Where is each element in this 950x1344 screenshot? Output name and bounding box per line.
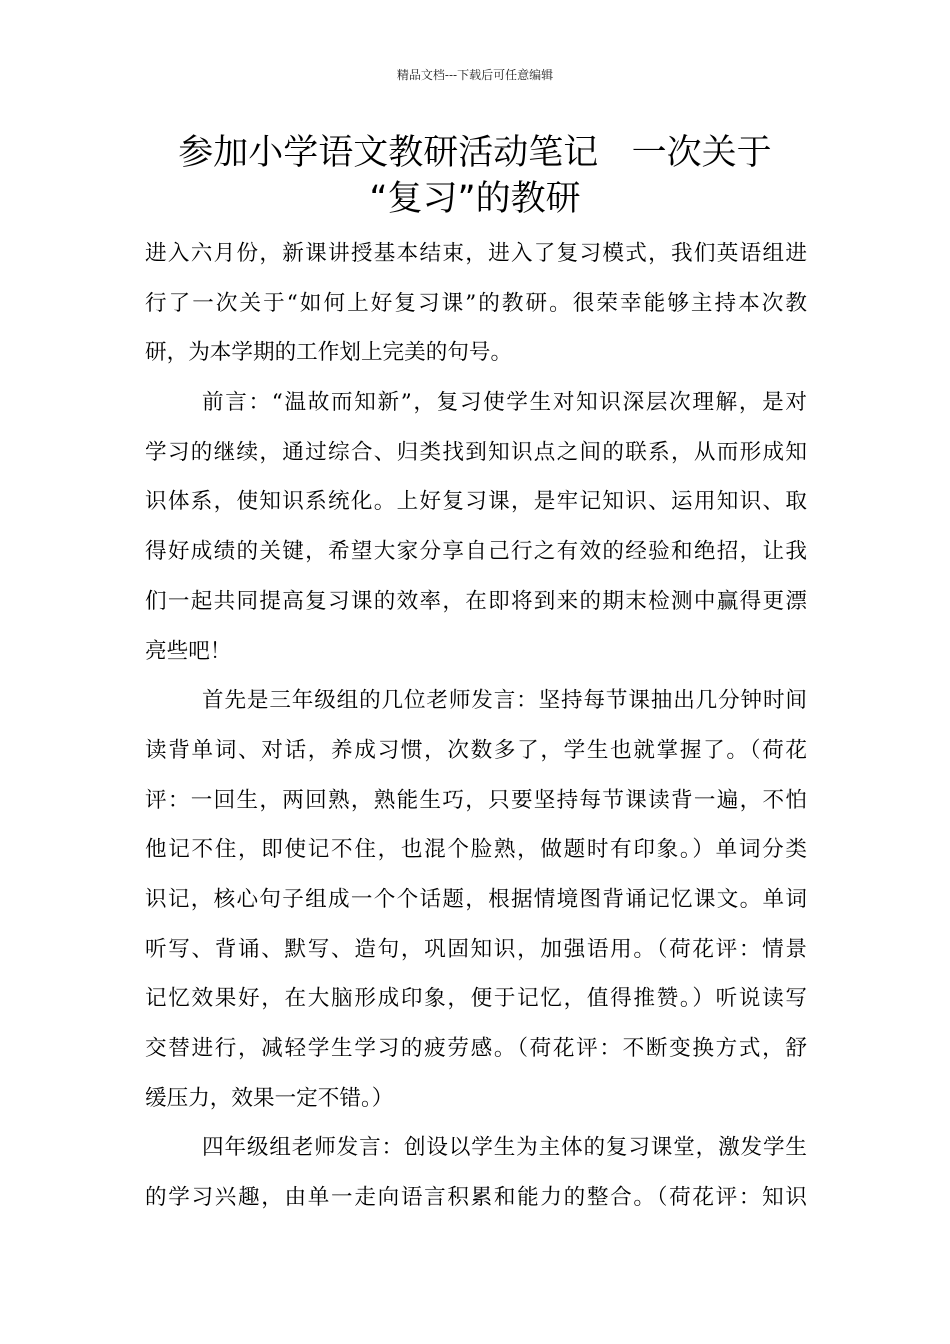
text-line: 行了一次关于“如何上好复习课”的教研。很荣幸能够主持本次教: [145, 290, 807, 316]
text-line: 听写、背诵、默写、造句，巩固知识，加强语用。（荷花评：情景: [145, 936, 807, 962]
text-line: 学习的继续，通过综合、归类找到知识点之间的联系，从而形成知: [145, 439, 807, 465]
text-line: 亮些吧！: [145, 638, 232, 664]
text-line: 们一起共同提高复习课的效率，在即将到来的期末检测中赢得更漂: [145, 588, 807, 614]
text-line: 他记不住，即使记不住，也混个脸熟，做题时有印象。）单词分类: [145, 837, 807, 863]
paragraph-grade-four: [145, 1123, 807, 1222]
paragraph-grade-three: [145, 676, 807, 1123]
text-line: 四年级组老师发言：创设以学生为主体的复习课堂，激发学生: [202, 1135, 807, 1161]
document-body: [145, 229, 807, 1223]
text-line: 评：一回生，两回熟，熟能生巧，只要坚持每节课读背一遍，不怕: [145, 787, 807, 813]
text-line: 进入六月份，新课讲授基本结束，进入了复习模式，我们英语组进: [145, 241, 807, 266]
text-line: 缓压力，效果一定不错。）: [145, 1085, 394, 1111]
paragraph-intro: [145, 229, 807, 378]
text-line: 记忆效果好，在大脑形成印象，便于记忆，值得推赞。）听说读写: [145, 986, 807, 1012]
text-line: 研，为本学期的工作划上完美的句号。: [145, 340, 513, 366]
text-line: 识记，核心句子组成一个个话题，根据情境图背诵记忆课文。单词: [145, 886, 807, 912]
text-line: 首先是三年级组的几位老师发言：坚持每节课抽出几分钟时间: [202, 688, 807, 714]
text-line: 的学习兴趣，由单一走向语言积累和能力的整合。（荷花评：知识: [145, 1185, 807, 1211]
title-line-2: “复习”的教研: [369, 179, 581, 219]
paragraph-preface: [145, 378, 807, 676]
text-line: 交替进行，减轻学生学习的疲劳感。（荷花评：不断变换方式，舒: [145, 1036, 807, 1061]
title-line-1: 参加小学语文教研活动笔记 一次关于: [178, 133, 772, 173]
page-header: 精品文档---下载后可任意编辑: [396, 68, 554, 82]
document-title: [100, 130, 850, 222]
text-line: 得好成绩的关键，希望大家分享自己行之有效的经验和绝招，让我: [145, 539, 807, 565]
text-line: 识体系，使知识系统化。上好复习课，是牢记知识、运用知识、取: [145, 489, 807, 515]
text-line: 读背单词、对话，养成习惯，次数多了，学生也就掌握了。（荷花: [145, 737, 807, 763]
text-line: 前言：“温故而知新”，复习使学生对知识深层次理解，是对: [202, 390, 807, 416]
